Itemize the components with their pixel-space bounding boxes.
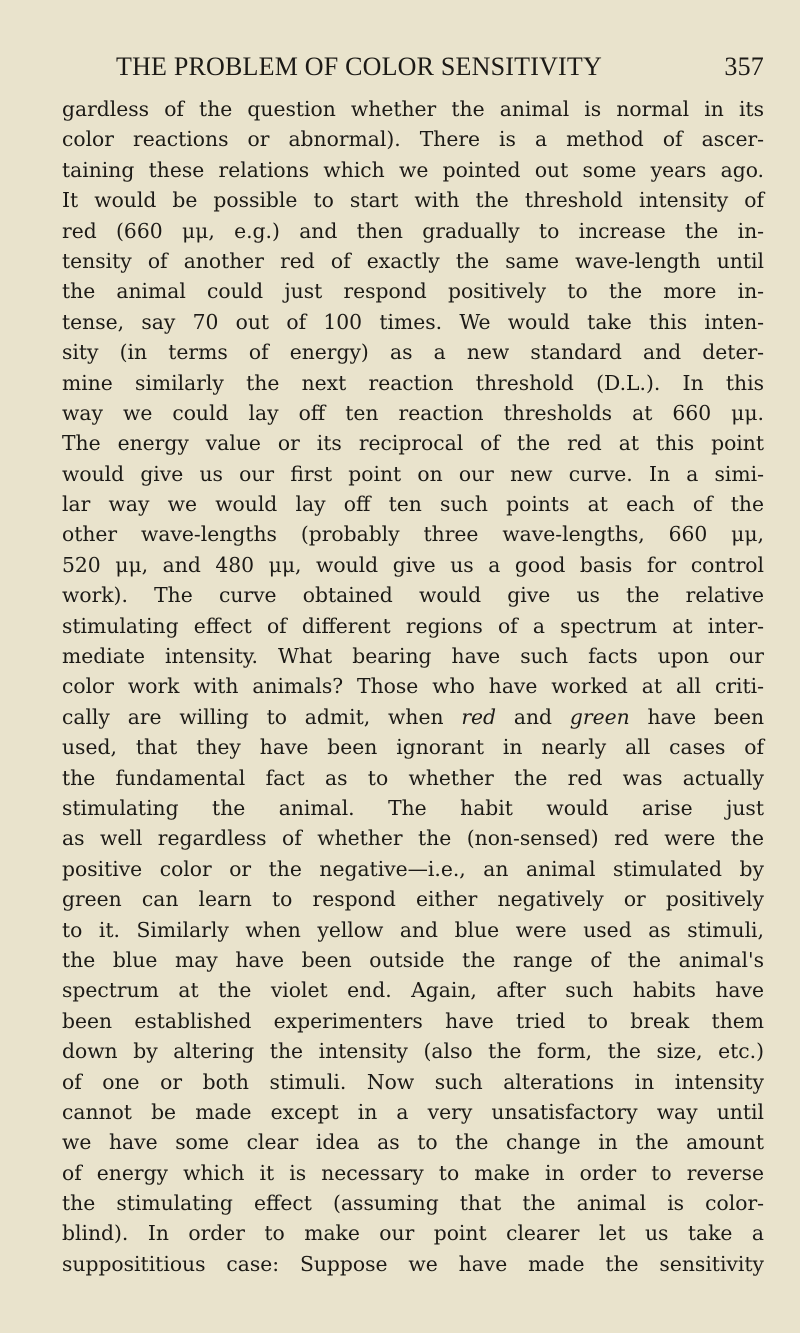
text-line: positive color or the negative—i.e., an animal stimulated by [62, 856, 764, 881]
text-line: sity (in terms of energy) as a new standard and deter- [62, 340, 764, 365]
text-line: stimulating effect of different regions of a spectrum at inter- [62, 613, 764, 638]
text-line: blind). In order to make our point clearer let us take a [62, 1221, 764, 1246]
text-line: lar way we would lay off ten such points at each of the [62, 492, 764, 517]
text-line: of energy which it is necessary to make in order to reverse [62, 1160, 764, 1185]
body-text [62, 94, 764, 1279]
text-line: stimulating the animal. The habit would arise just [62, 795, 764, 820]
text-line: gardless of the question whether the animal is normal in its [62, 97, 764, 121]
text-line: cally are willing to admit, when red and green have been [62, 704, 765, 729]
italic-word: red [461, 704, 497, 729]
text-line: other wave-lengths (probably three wave-lengths, 660 μμ, [62, 522, 764, 547]
text-line: 520 μμ, and 480 μμ, would give us a good basis for control [62, 552, 764, 577]
text-line: the blue may have been outside the range of the animal's [62, 947, 764, 972]
running-title: THE PROBLEM OF COLOR SENSITIVITY [116, 52, 602, 81]
text-line: we have some clear idea as to the change in the amount [62, 1130, 764, 1155]
text-line: down by altering the intensity (also the form, the size, etc.) [62, 1039, 764, 1064]
text-line: the fundamental fact as to whether the red was actually [62, 765, 764, 790]
text-line: work). The curve obtained would give us the relative [62, 583, 764, 608]
text-line: been established experimenters have tried to break them [62, 1008, 764, 1033]
text-line: way we could lay off ten reaction thresholds at 660 μμ. [62, 400, 764, 425]
text-line: cannot be made except in a very unsatisfactory way until [62, 1099, 764, 1124]
text-line: color work with animals? Those who have worked at all criti- [62, 674, 764, 699]
text-line: red (660 μμ, e.g.) and then gradually to increase the in- [62, 218, 764, 243]
italic-word: green [569, 704, 630, 729]
text-line: color reactions or abnormal). There is a method of ascer- [62, 127, 764, 152]
text-line: the stimulating effect (assuming that the animal is color- [62, 1191, 764, 1216]
text-line: used, that they have been ignorant in nearly all cases of [62, 735, 764, 760]
text-line: mediate intensity. What bearing have such facts upon our [62, 644, 764, 669]
text-line: supposititious case: Suppose we have made the sensitivity [62, 1251, 764, 1276]
text-line: taining these relations which we pointed out some years ago. [62, 157, 764, 182]
text-line: as well regardless of whether the (non-sensed) red were the [62, 826, 764, 851]
text-line: the animal could just respond positively to the more in- [62, 279, 764, 304]
text-line: green can learn to respond either negatively or positively [62, 887, 764, 912]
text-line: of one or both stimuli. Now such alterations in intensity [62, 1069, 764, 1094]
text-line: The energy value or its reciprocal of the red at this point [62, 431, 764, 456]
text-line: mine similarly the next reaction threshold (D.L.). In this [62, 370, 764, 395]
text-line: spectrum at the violet end. Again, after such habits have [62, 978, 764, 1003]
text-line: tense, say 70 out of 100 times. We would take this inten- [62, 309, 764, 334]
text-line: to it. Similarly when yellow and blue were used as stimuli, [62, 917, 764, 942]
text-line: would give us our first point on our new curve. In a simi- [62, 461, 764, 486]
text-line: It would be possible to start with the threshold intensity of [62, 188, 764, 213]
running-header [62, 52, 764, 82]
page-number: 357 [724, 52, 764, 81]
text-line: tensity of another red of exactly the same wave-length until [62, 248, 764, 273]
